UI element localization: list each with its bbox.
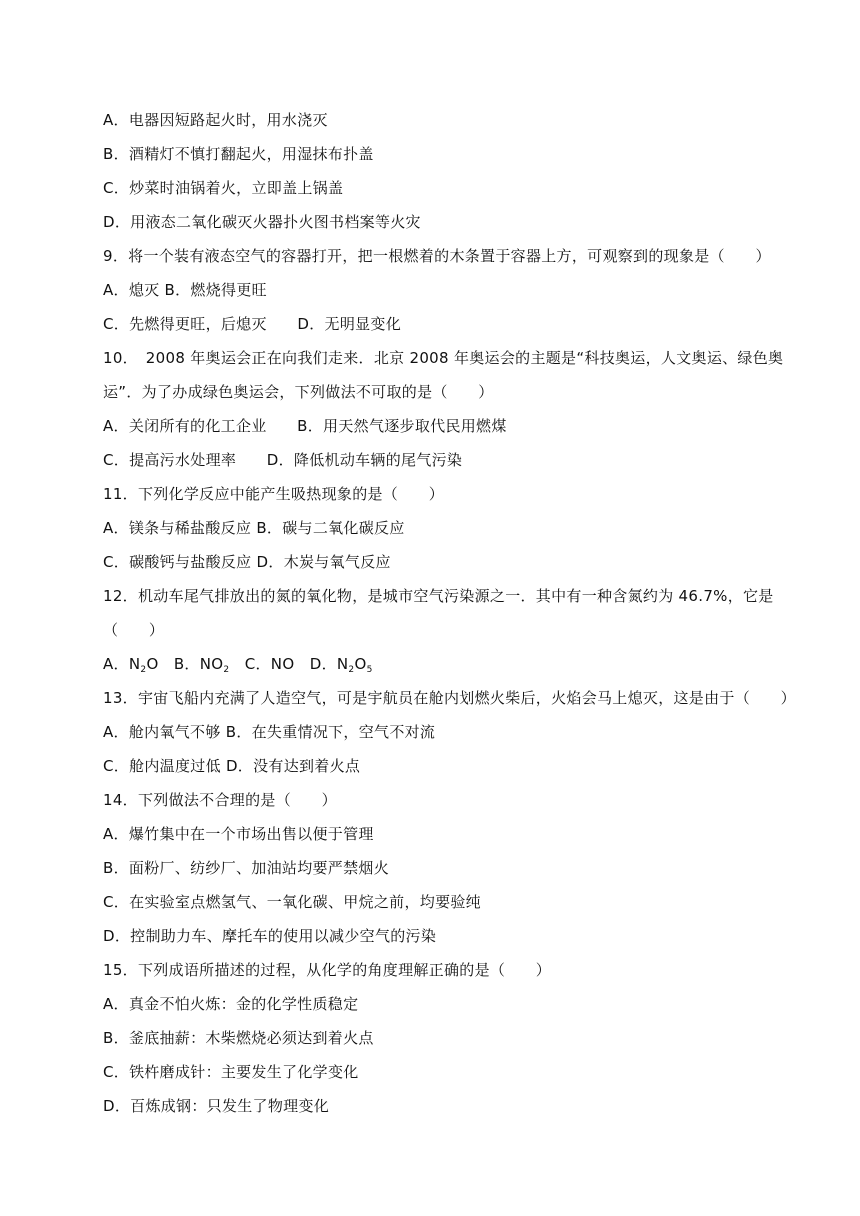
q10-options-ab: A．关闭所有的化工企业 B．用天然气逐步取代民用燃煤 bbox=[103, 417, 507, 435]
q8-option-c: C．炒菜时油锅着火，立即盖上锅盖 bbox=[103, 179, 344, 197]
q15-option-c: C．铁杵磨成针：主要发生了化学变化 bbox=[103, 1063, 359, 1081]
q13-options-ab: A．舱内氧气不够 B．在失重情况下，空气不对流 bbox=[103, 723, 436, 741]
q11-stem: 11．下列化学反应中能产生吸热现象的是（ ） bbox=[103, 485, 444, 503]
q12-option-d-label: D． bbox=[294, 655, 337, 673]
q12-option-d-formula: $N_2O_5$ bbox=[336, 655, 373, 675]
q9-stem: 9．将一个装有液态空气的容器打开，把一根燃着的木条置于容器上方，可观察到的现象是（ ） bbox=[103, 247, 771, 265]
q13-options-cd: C．舱内温度过低 D．没有达到着火点 bbox=[103, 757, 361, 775]
q11-options-cd: C．碳酸钙与盐酸反应 D．木炭与氧气反应 bbox=[103, 553, 391, 571]
q14-option-b: B．面粉厂、纺纱厂、加油站均要严禁烟火 bbox=[103, 859, 389, 877]
q15-stem: 15．下列成语所描述的过程，从化学的角度理解正确的是（ ） bbox=[103, 961, 552, 979]
q10-options-cd: C．提高污水处理率 D．降低机动车辆的尾气污染 bbox=[103, 451, 463, 469]
q12-options bbox=[103, 654, 763, 674]
q13-stem: 13．宇宙飞船内充满了人造空气，可是宇航员在舱内划燃火柴后，火焰会马上熄灭，这是由于（ ） bbox=[103, 689, 796, 707]
q8-option-b: B．酒精灯不慎打翻起火，用湿抹布扑盖 bbox=[103, 145, 374, 163]
q12-option-c-formula: NO bbox=[270, 655, 295, 673]
q12-option-a-formula: $N_2O$ bbox=[128, 655, 159, 675]
q14-stem: 14．下列做法不合理的是（ ） bbox=[103, 791, 337, 809]
q12-option-b-formula: $NO_2$ bbox=[199, 655, 230, 675]
q9-options-cd: C．先燃得更旺，后熄灭 D．无明显变化 bbox=[103, 315, 402, 333]
q15-option-d: D．百炼成钢：只发生了物理变化 bbox=[103, 1097, 330, 1115]
q10-stem-line2: 运”．为了办成绿色奥运会，下列做法不可取的是（ ） bbox=[103, 383, 494, 401]
q14-option-d: D．控制助力车、摩托车的使用以减少空气的污染 bbox=[103, 927, 437, 945]
q10-stem-line1: 10． 2008 年奥运会正在向我们走来．北京 2008 年奥运会的主题是“科技奥运，人文奥运、绿色奥 bbox=[103, 349, 784, 367]
q9-options-ab: A．熄灭 B．燃烧得更旺 bbox=[103, 281, 267, 299]
q8-option-a: A．电器因短路起火时，用水浇灭 bbox=[103, 111, 328, 129]
q12-option-c-label: C． bbox=[229, 655, 271, 673]
q12-stem-line2: （ ） bbox=[103, 621, 165, 639]
q14-option-a: A．爆竹集中在一个市场出售以便于管理 bbox=[103, 825, 374, 843]
q12-option-a-label: A． bbox=[103, 655, 129, 673]
q12-option-b-label: B． bbox=[158, 655, 200, 673]
q15-option-a: A．真金不怕火炼：金的化学性质稳定 bbox=[103, 995, 359, 1013]
q12-stem-line1: 12．机动车尾气排放出的氮的氧化物，是城市空气污染源之一．其中有一种含氮约为 46.7%，它是 bbox=[103, 587, 774, 605]
q11-options-ab: A．镁条与稀盐酸反应 B．碳与二氧化碳反应 bbox=[103, 519, 405, 537]
q14-option-c: C．在实验室点燃氢气、一氧化碳、甲烷之前，均要验纯 bbox=[103, 893, 481, 911]
q15-option-b: B．釜底抽薪：木柴燃烧必须达到着火点 bbox=[103, 1029, 374, 1047]
q8-option-d: D．用液态二氧化碳灭火器扑火图书档案等火灾 bbox=[103, 213, 421, 231]
